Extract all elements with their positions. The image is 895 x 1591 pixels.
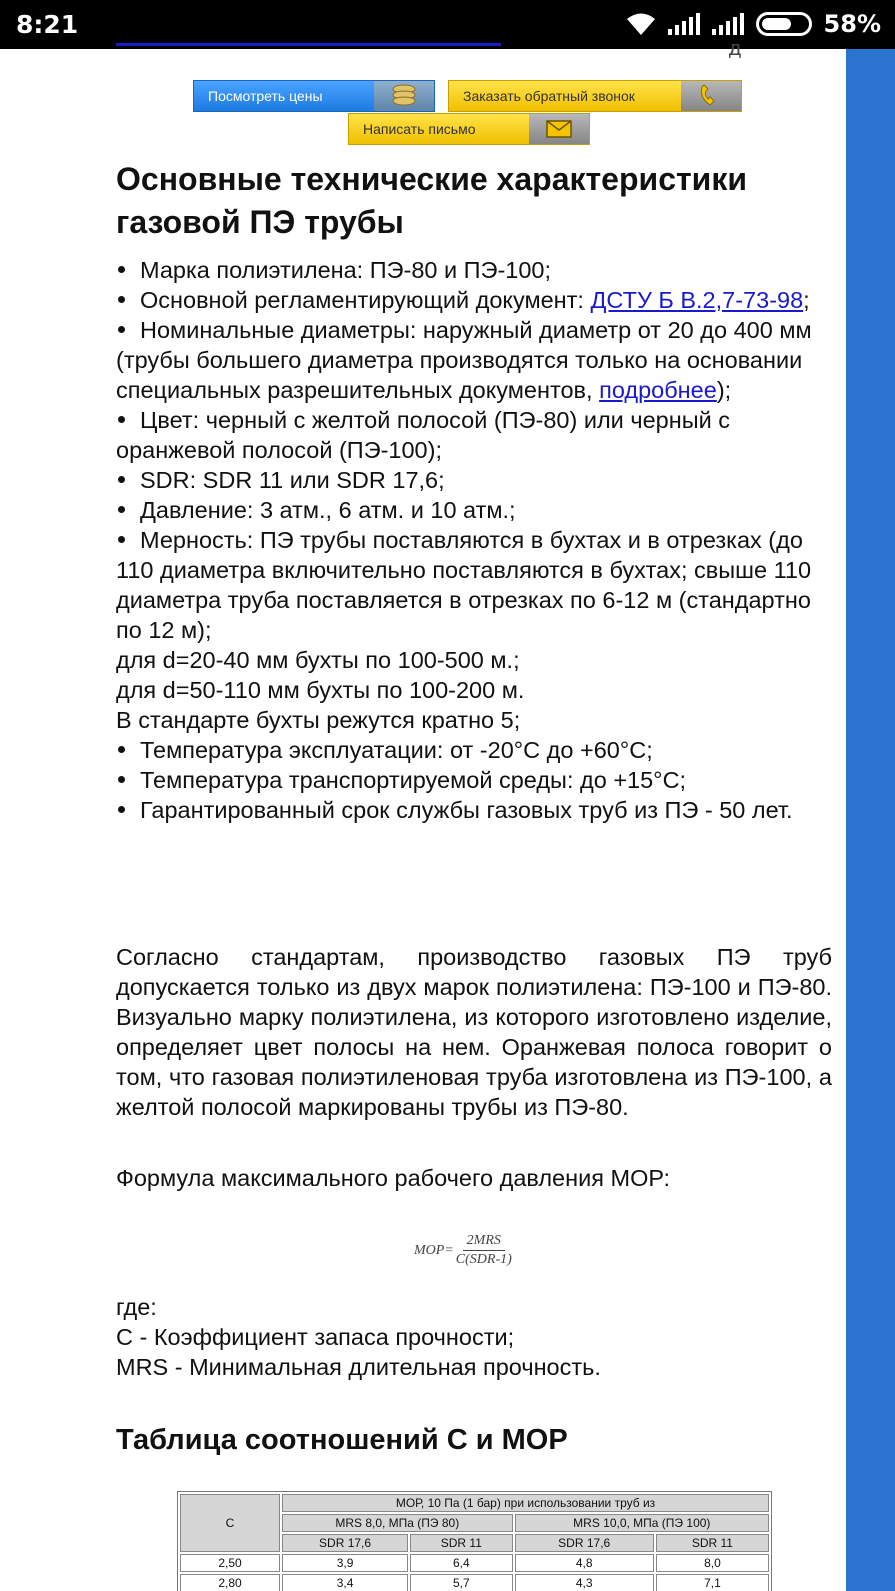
formula-denominator: C(SDR-1) (455, 1252, 512, 1267)
list-item: Температура эксплуатации: от -20°С до +60°С; (116, 735, 836, 765)
view-prices-button[interactable] (193, 80, 435, 112)
table-header-mop: МОР, 10 Па (1 бар) при использовании труб из (282, 1494, 769, 1512)
table-header-sdr11: SDR 11 (656, 1534, 769, 1552)
dstu-link[interactable]: ДСТУ Б В.2,7-73-98 (590, 287, 804, 313)
section-heading-table: Таблица соотношений С и МОР (116, 1424, 568, 1456)
status-time: 8:21 (16, 10, 79, 39)
list-item: Гарантированный срок службы газовых труб из ПЭ - 50 лет. (116, 795, 836, 825)
table-header-sdr11: SDR 11 (410, 1534, 512, 1552)
table-header-mrs80: MRS 8,0, МПа (ПЭ 80) (282, 1514, 513, 1532)
table-header-sdr176: SDR 17,6 (515, 1534, 654, 1552)
list-item: SDR: SDR 11 или SDR 17,6; (116, 465, 836, 495)
formula-lhs: MOP= (414, 1242, 454, 1258)
section-heading-characteristics: Основные технические характеристики газовой ПЭ трубы (116, 161, 748, 240)
write-letter-button[interactable] (348, 113, 590, 145)
wifi-icon (626, 12, 656, 36)
where-block: где: С - Коэффициент запаса прочности; MRS - Минимальная длительная прочность. (116, 1294, 601, 1380)
signal-icon (668, 13, 700, 35)
list-item: Номинальные диаметры: наружный диаметр от 20 до 400 мм (трубы большего диаметра производятся только на основании специальных разрешительных документов, подробнее); (116, 317, 812, 403)
formula-intro: Формула максимального рабочего давления МОР: (116, 1165, 671, 1191)
table-header-mrs100: MRS 10,0, МПа (ПЭ 100) (515, 1514, 769, 1532)
envelope-icon (529, 114, 589, 144)
battery-percent: 58% (823, 10, 881, 38)
signal-icon-2 (712, 13, 744, 35)
c-mop-table (177, 1491, 772, 1591)
view-prices-label: Посмотреть цены (208, 88, 323, 104)
coins-icon (374, 81, 434, 111)
clipped-link-underline[interactable] (116, 43, 501, 46)
more-link[interactable]: подробнее (599, 377, 717, 403)
list-item: Мерность: ПЭ трубы поставляются в бухтах и в отрезках (до 110 диаметра включительно поставляются в бухтах; свыше 110 диаметра труба поставляется в отрезках по 6-12 м (стандартно по 12 м); для d=20-40 мм бухты по 100-500 м.; для d=50-110 мм бухты по 100-200 м. В стандарте бухты режутся кратно 5; (116, 527, 812, 733)
list-item: Давление: 3 атм., 6 атм. и 10 атм.; (116, 495, 836, 525)
list-item: Температура транспортируемой среды: до +15°С; (116, 765, 836, 795)
table-header-c: С (180, 1494, 280, 1552)
battery-icon (756, 12, 812, 36)
callback-label: Заказать обратный звонок (463, 88, 635, 104)
pe-grades-paragraph: Согласно стандартам, производство газовых ПЭ труб допускается только из двух марок полиэтилена: ПЭ-100 и ПЭ-80. Визуально марку полиэтилена, из которого изготовлено изделие, определяет цвет полосы на нем. Оранжевая полоса говорит о том, что газовая полиэтиленовая труба изготовлена из ПЭ-100, а желтой полосой маркированы трубы из ПЭ-80. (116, 944, 832, 1120)
table-header-sdr176: SDR 17,6 (282, 1534, 408, 1552)
list-item: Основной регламентирующий документ: ДСТУ Б В.2,7-73-98; (116, 285, 836, 315)
list-item: Цвет: черный с желтой полосой (ПЭ-80) или черный с оранжевой полосой (ПЭ-100); (116, 407, 730, 463)
formula-numerator: 2MRS (463, 1233, 505, 1251)
status-bar (0, 0, 895, 49)
callback-button[interactable] (448, 80, 742, 112)
clipped-text: д (728, 36, 742, 60)
phone-icon (681, 81, 741, 111)
mop-formula (414, 1233, 512, 1268)
characteristics-list (116, 255, 836, 825)
write-letter-label: Написать письмо (363, 121, 476, 137)
side-scroll-strip (846, 49, 895, 1591)
list-item: Марка полиэтилена: ПЭ-80 и ПЭ-100; (116, 255, 836, 285)
table-row: 2,50 3,9 6,4 4,8 8,0 (180, 1554, 769, 1572)
status-icons (626, 8, 881, 40)
table-row: 2,80 3,4 5,7 4,3 7,1 (180, 1574, 769, 1591)
